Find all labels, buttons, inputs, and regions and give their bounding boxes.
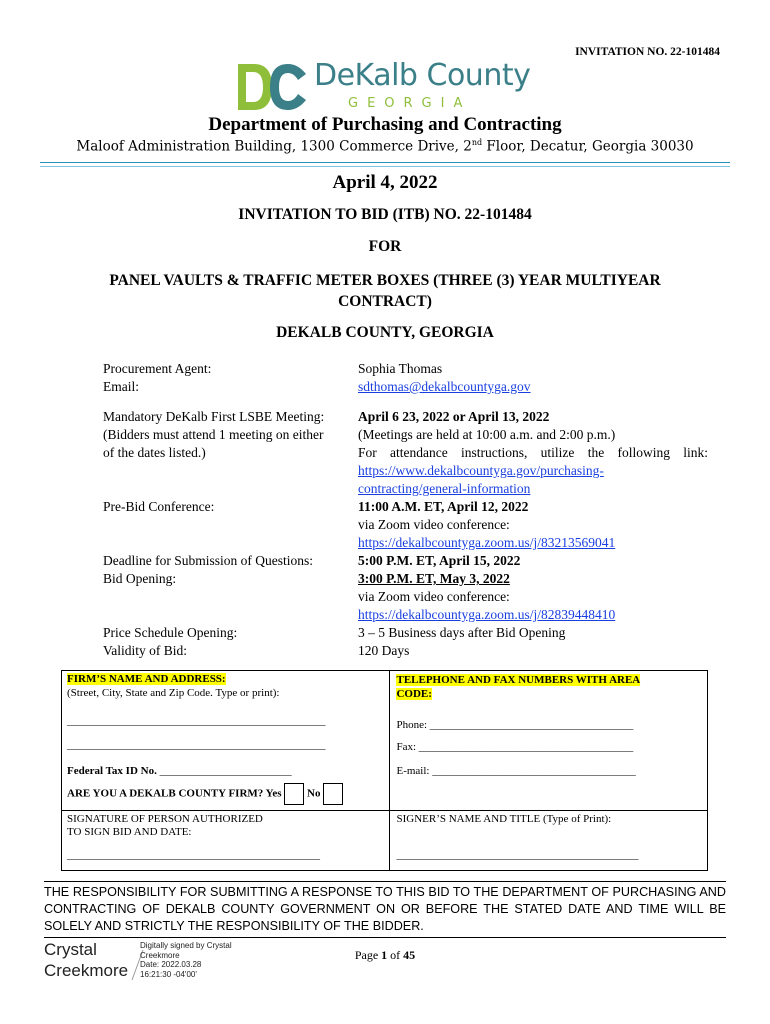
tax-id-field[interactable]: ________________________ [159, 765, 292, 777]
dc-logo-mark-icon [236, 60, 312, 114]
bid-opening-label: Bid Opening: [103, 571, 177, 586]
email-form-label: E-mail: [396, 765, 433, 777]
yes-checkbox[interactable] [284, 783, 304, 805]
email-label: Email: [103, 379, 139, 394]
header-rule-secondary [40, 166, 730, 167]
firm-heading: FIRM’S NAME AND ADDRESS: [67, 673, 226, 685]
firm-cell [62, 671, 390, 811]
document-date: April 4, 2022 [332, 172, 438, 193]
phone-heading-1: TELEPHONE AND FAX NUMBERS WITH AREA [396, 674, 641, 686]
for-label: FOR [368, 238, 402, 255]
dekalb-county-logo [236, 58, 531, 114]
agent-email-link[interactable]: sdthomas@dekalbcountyga.gov [358, 379, 531, 394]
no-label: No [307, 787, 321, 800]
signer-cell [390, 811, 708, 871]
signature-cell [62, 811, 390, 871]
questions-deadline: 5:00 P.M. ET, April 15, 2022 [358, 553, 521, 568]
sig-heading-2: TO SIGN BID AND DATE: [67, 826, 192, 838]
lsbe-dates: April 6 23, 2022 or April 13, 2022 [358, 409, 550, 424]
lsbe-label-1: Mandatory DeKalb First LSBE Meeting: [103, 409, 325, 424]
fax-label: Fax: [396, 741, 419, 753]
opening-zoom-note: via Zoom video conference: [358, 589, 510, 604]
lsbe-times: (Meetings are held at 10:00 a.m. and 2:00 p.m.) [358, 427, 616, 442]
prebid-zoom-link[interactable]: https://dekalbcountyga.zoom.us/j/83213569041 [358, 535, 616, 550]
price-schedule-value: 3 – 5 Business days after Bid Opening [358, 625, 566, 640]
firm-address-line-1[interactable]: _______________________________________________ [67, 715, 326, 727]
validity-label: Validity of Bid: [103, 643, 187, 658]
opening-zoom-link[interactable]: https://dekalbcountyga.zoom.us/j/82839448410 [358, 607, 616, 622]
phone-heading-2: CODE: [396, 688, 432, 700]
dekalb-firm-question: ARE YOU A DEKALB COUNTY FIRM? Yes [67, 787, 282, 800]
signer-field[interactable]: ____________________________________________ [396, 849, 639, 861]
validity-value: 120 Days [358, 643, 410, 658]
lsbe-instructions: For attendance instructions, utilize the following link: [358, 445, 708, 460]
department-title: Department of Purchasing and Contracting [208, 114, 562, 135]
prebid-zoom-note: via Zoom video conference: [358, 517, 510, 532]
lsbe-label-3: of the dates listed.) [103, 445, 206, 460]
page-number: Page 1 of 45 [354, 948, 416, 962]
tax-id-label: Federal Tax ID No. [67, 765, 160, 777]
price-schedule-label: Price Schedule Opening: [103, 625, 238, 640]
itb-number: INVITATION TO BID (ITB) NO. 22-101484 [238, 206, 532, 223]
firm-subheading: (Street, City, State and Zip Code. Type or print): [67, 687, 280, 699]
lsbe-label-2: (Bidders must attend 1 meeting on either [103, 427, 324, 442]
bid-title-line-1: PANEL VAULTS & TRAFFIC METER BOXES (THREE (3) YEAR MULTIYEAR [109, 272, 661, 289]
sig-heading-1: SIGNATURE OF PERSON AUTHORIZED [67, 813, 263, 825]
fax-field[interactable]: _______________________________________ [418, 741, 634, 753]
signer-heading: SIGNER’S NAME AND TITLE (Type of Print): [396, 813, 612, 825]
phone-field[interactable]: _____________________________________ [429, 719, 634, 731]
invitation-number: INVITATION NO. 22-101484 [575, 46, 720, 58]
department-address: Maloof Administration Building, 1300 Commerce Drive, 2nd Floor, Decatur, Georgia 30030 [76, 138, 694, 155]
agent-label: Procurement Agent: [103, 361, 212, 376]
responsibility-notice [44, 881, 726, 938]
bid-title-line-2: CONTRACT) [338, 293, 432, 310]
bid-location: DEKALB COUNTY, GEORGIA [276, 324, 494, 341]
bidder-info-form [61, 670, 708, 871]
responsibility-text: THE RESPONSIBILITY FOR SUBMITTING A RESPONSE TO THIS BID TO THE DEPARTMENT OF PURCHASING AND CONTRACTING OF DEKALB COUNTY GOVERNMENT ON OR BEFORE THE STATED DATE AND TIME WILL BE SOLELY AND STRICTLY THE RESPONSIBILITY OF THE BIDDER. [44, 885, 726, 933]
phone-label: Phone: [396, 719, 430, 731]
firm-address-line-2[interactable]: _______________________________________________ [67, 739, 326, 751]
lsbe-link-line-2[interactable]: contracting/general-information [358, 481, 531, 496]
agent-value: Sophia Thomas [358, 361, 443, 376]
no-checkbox[interactable] [323, 783, 343, 805]
lsbe-link-line-1[interactable]: https://www.dekalbcountyga.gov/purchasing- [358, 463, 604, 478]
digital-signature-name: Crystal Creekmore [44, 940, 129, 980]
logo-county-text: DeKalb County [314, 58, 531, 93]
prebid-label: Pre-Bid Conference: [103, 499, 215, 514]
email-field[interactable]: _____________________________________ [432, 765, 636, 777]
digital-signature-details: Digitally signed by Crystal Creekmore Date: 2022.03.28 16:21:30 -04'00' [140, 941, 232, 979]
questions-label: Deadline for Submission of Questions: [103, 553, 313, 568]
phone-cell [390, 671, 708, 811]
prebid-time: 11:00 A.M. ET, April 12, 2022 [358, 499, 529, 514]
logo-state-text: GEORGIA [348, 96, 472, 111]
signature-field[interactable]: ______________________________________________ [67, 849, 320, 861]
header-rule [40, 162, 730, 163]
bid-opening-time: 3:00 P.M. ET, May 3, 2022 [358, 571, 510, 586]
